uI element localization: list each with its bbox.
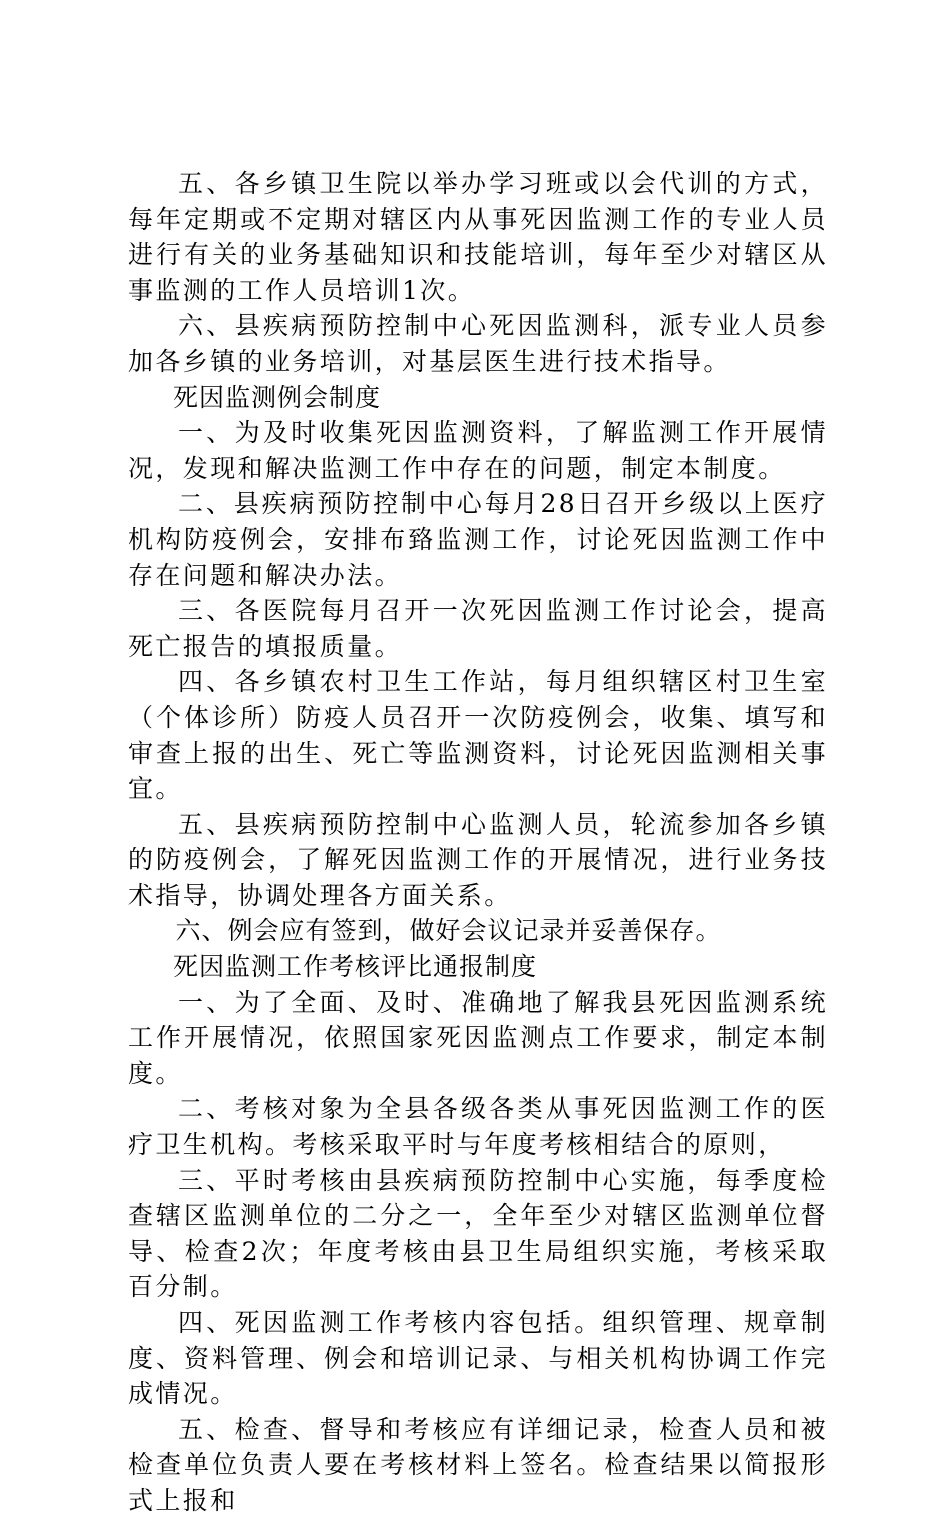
- document-page: [128, 166, 828, 1519]
- paragraph-meeting-6: 六、例会应有签到，做好会议记录并妥善保存。: [175, 916, 722, 946]
- paragraph-assessment-1: 一、为了全面、及时、准确地了解我县死因监测系统工作开展情况，依照国家死因监测点工作要求，制定本制度。: [128, 987, 828, 1088]
- paragraph-meeting-3: 三、各医院每月召开一次死因监测工作讨论会，提高死亡报告的填报质量。: [128, 596, 828, 661]
- section-heading-assessment-system: 死因监测工作考核评比通报制度: [173, 952, 538, 982]
- paragraph-training-6: 六、县疾病预防控制中心死因监测科，派专业人员参加各乡镇的业务培训，对基层医生进行技术指导。: [128, 311, 828, 376]
- paragraph-assessment-5: 五、检查、督导和考核应有详细记录，检查人员和被检查单位负责人要在考核材料上签名。检查结果以简报形式上报和: [128, 1414, 828, 1515]
- paragraph-meeting-5: 五、县疾病预防控制中心监测人员，轮流参加各乡镇的防疫例会，了解死因监测工作的开展情况，进行业务技术指导，协调处理各方面关系。: [128, 809, 828, 910]
- section-heading-meeting-system: 死因监测例会制度: [173, 382, 382, 412]
- paragraph-meeting-4: 四、各乡镇农村卫生工作站，每月组织辖区村卫生室（个体诊所）防疫人员召开一次防疫例会，收集、填写和审查上报的出生、死亡等监测资料，讨论死因监测相关事宜。: [128, 667, 828, 804]
- paragraph-meeting-1: 一、为及时收集死因监测资料，了解监测工作开展情况，发现和解决监测工作中存在的问题，制定本制度。: [128, 418, 828, 483]
- paragraph-training-5: 五、各乡镇卫生院以举办学习班或以会代训的方式，每年定期或不定期对辖区内从事死因监测工作的专业人员进行有关的业务基础知识和技能培训，每年至少对辖区从事监测的工作人员培训1次。: [128, 169, 828, 305]
- paragraph-assessment-4: 四、死因监测工作考核内容包括。组织管理、规章制度、资料管理、例会和培训记录、与相关机构协调工作完成情况。: [128, 1308, 828, 1409]
- paragraph-meeting-2: 二、县疾病预防控制中心每月28日召开乡级以上医疗机构防疫例会，安排布臵监测工作，讨论死因监测工作中存在问题和解决办法。: [128, 489, 828, 590]
- paragraph-assessment-3: 三、平时考核由县疾病预防控制中心实施，每季度检查辖区监测单位的二分之一，全年至少对辖区监测单位督导、检查2次；年度考核由县卫生局组织实施，考核采取百分制。: [128, 1165, 828, 1302]
- paragraph-assessment-2: 二、考核对象为全县各级各类从事死因监测工作的医疗卫生机构。考核采取平时与年度考核相结合的原则，: [128, 1094, 828, 1160]
